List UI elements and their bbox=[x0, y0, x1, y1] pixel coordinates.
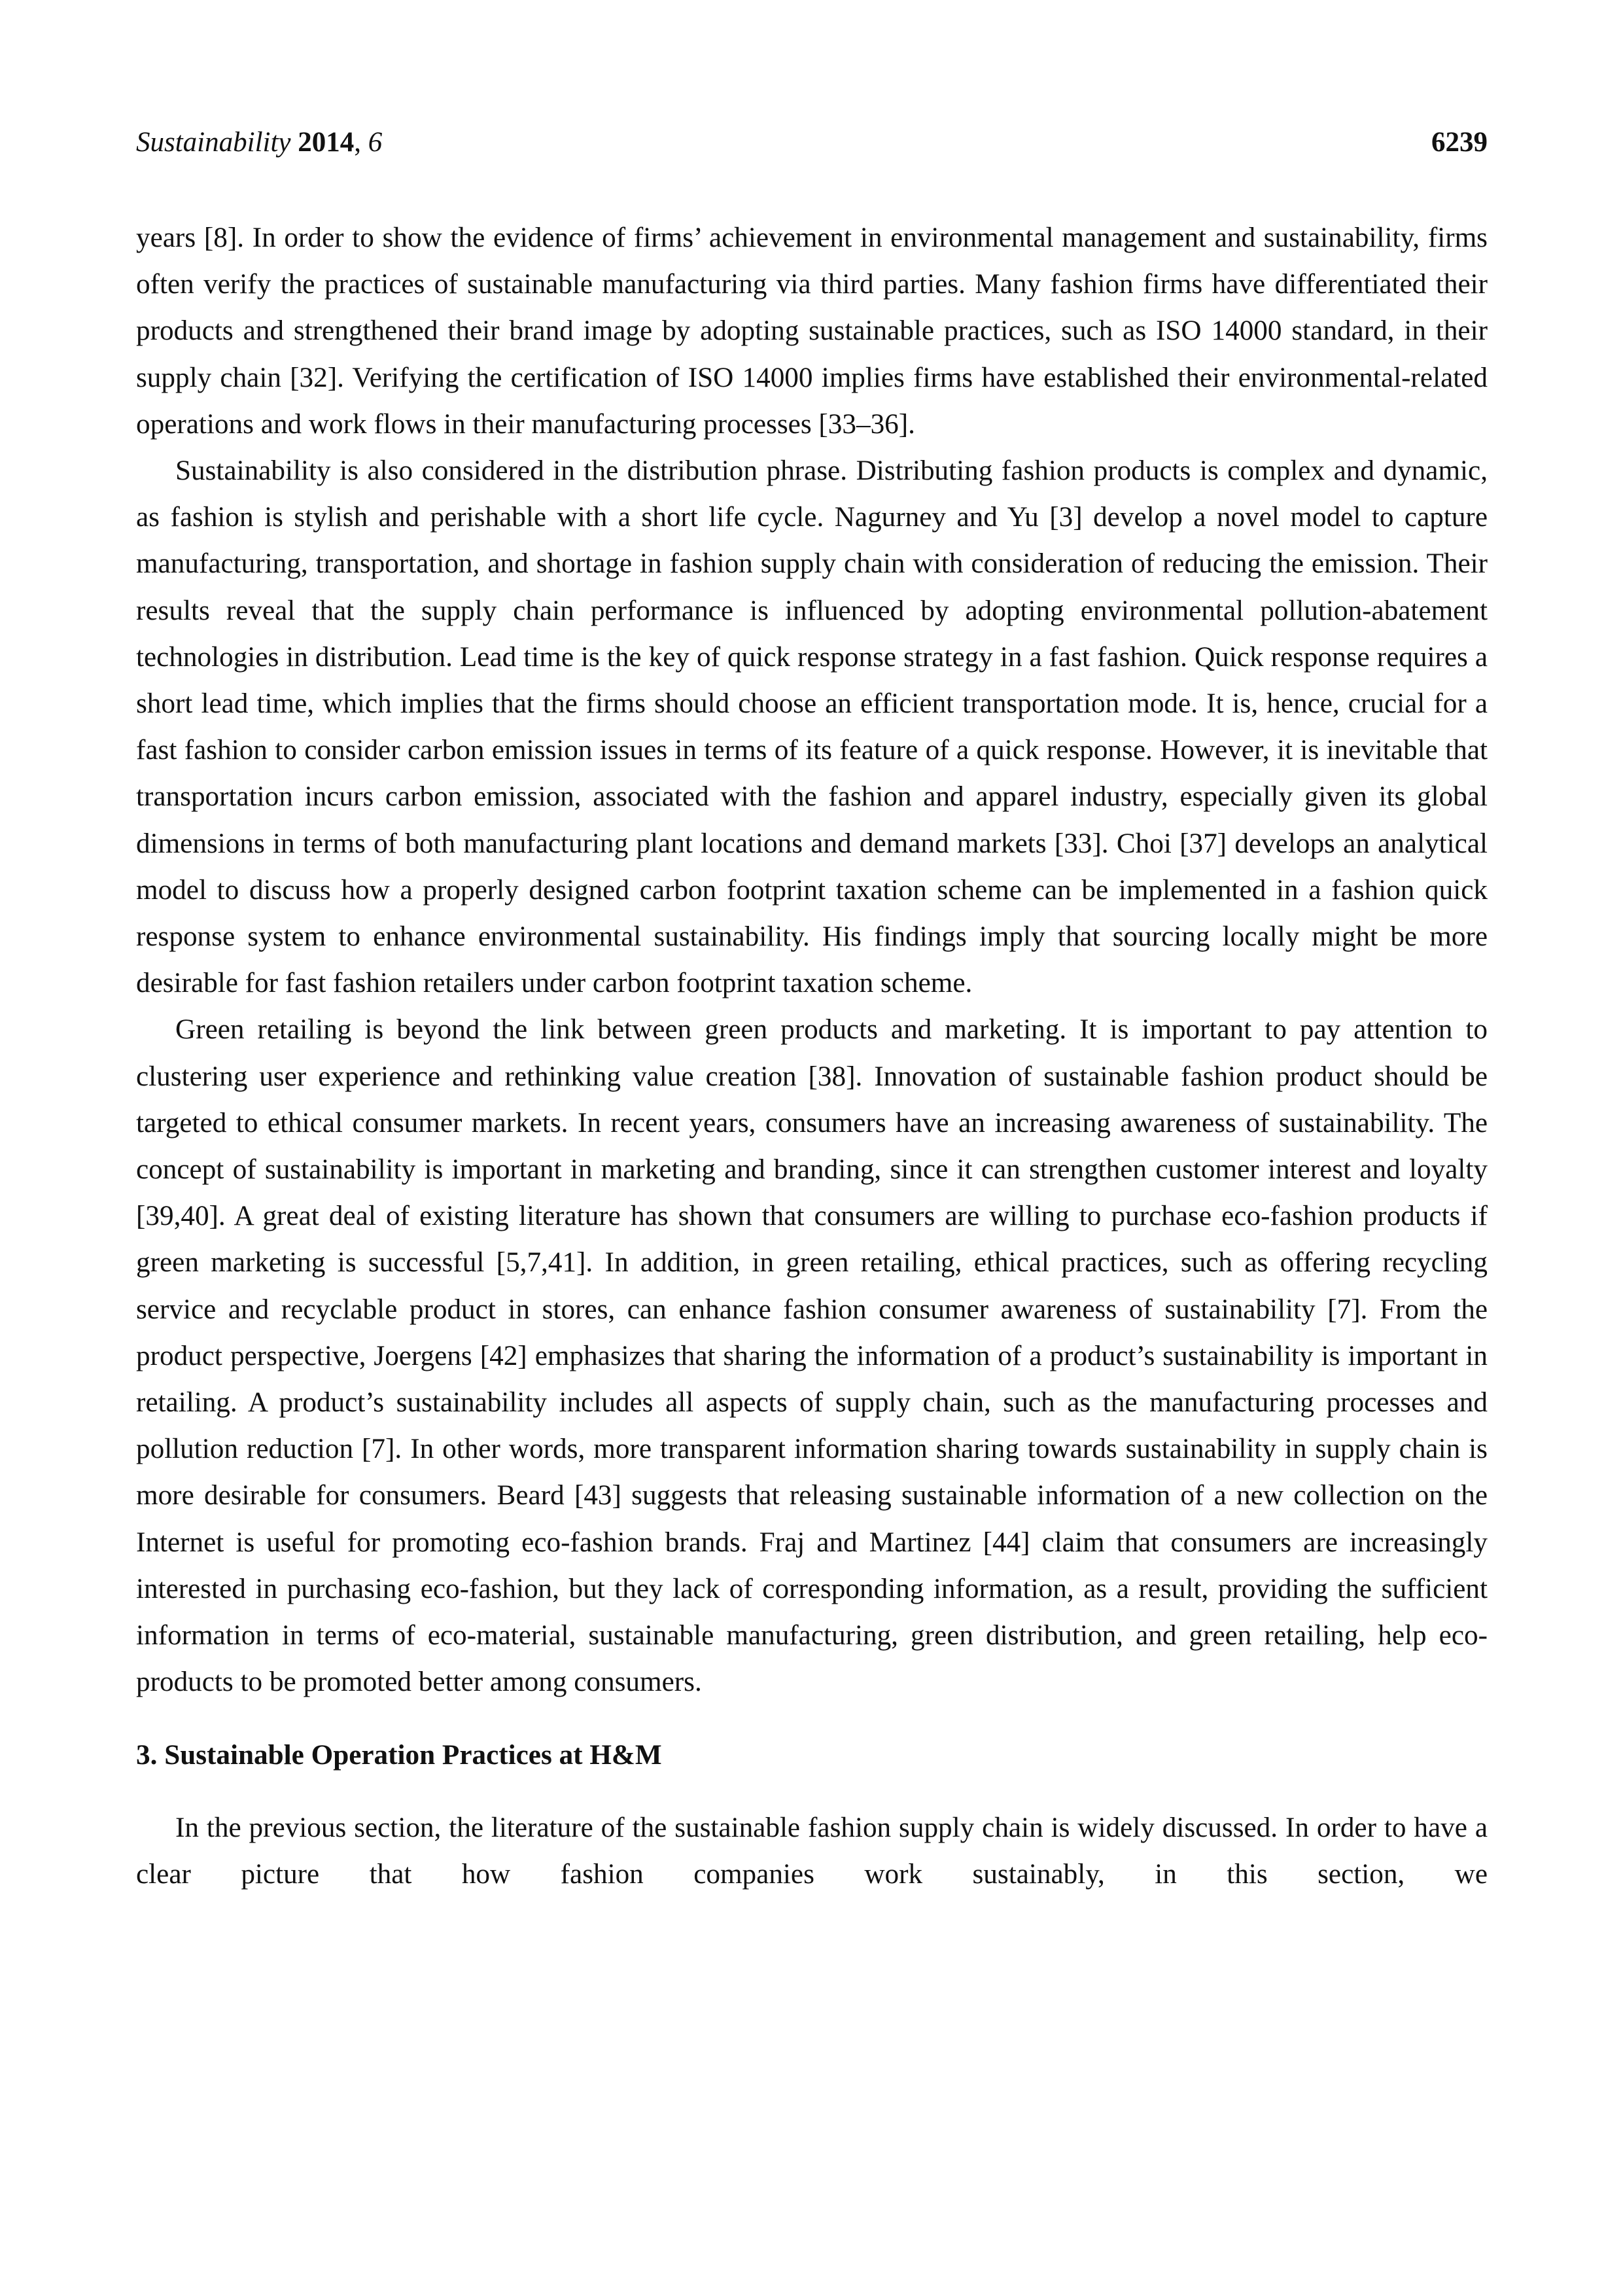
paragraph-continued: years [8]. In order to show the evidence of firms’ achievement in environmental management and sustainability, firms often verify the practices of sustainable manufacturing via third parties. Many fashion firms have differentiated their products and strengthened their brand image by adopting sustainable practices, such as ISO 14000 standard, in their supply chain [32]. Verifying the certification of ISO 14000 implies firms have established their environmental-related operations and work flows in their manufacturing processes [33–36]. bbox=[136, 222, 1488, 440]
page-number: 6239 bbox=[1431, 127, 1488, 158]
body-text bbox=[136, 215, 1488, 1898]
paragraph-distribution: Sustainability is also considered in the distribution phrase. Distributing fashion products is complex and dynamic, as fashion is stylish and perishable with a short life cycle. Nagurney and Yu [3] develop a novel model to capture manufacturing, transportation, and shortage in fashion supply chain with consideration of reducing the emission. Their results reveal that the supply chain performance is influenced by adopting environmental pollution-abatement technologies in distribution. Lead time is the key of quick response strategy in a fast fashion. Quick response requires a short lead time, which implies that the firms should choose an efficient transportation mode. It is, hence, crucial for a fast fashion to consider carbon emission issues in terms of its feature of a quick response. However, it is inevitable that transportation incurs carbon emission, associated with the fashion and apparel industry, especially given its global dimensions in terms of both manufacturing plant locations and demand markets [33]. Choi [37] develops an analytical model to discuss how a properly designed carbon footprint taxation scheme can be implemented in a fashion quick response system to enhance environmental sustainability. His findings imply that sourcing locally might be more desirable for fast fashion retailers under carbon footprint taxation scheme. bbox=[136, 455, 1488, 999]
journal-volume: 6 bbox=[368, 127, 383, 158]
journal-name: Sustainability bbox=[136, 127, 291, 158]
paragraph-section-intro: In the previous section, the literature of the sustainable fashion supply chain is widely discussed. In order to have a clear picture that how fashion companies work sustainably, in this section, we bbox=[136, 1812, 1488, 1890]
citation-separator: , bbox=[354, 127, 361, 158]
journal-year: 2014 bbox=[298, 127, 355, 158]
section-heading: 3. Sustainable Operation Practices at H&M bbox=[136, 1739, 662, 1771]
journal-citation bbox=[136, 123, 382, 162]
running-header bbox=[136, 123, 1488, 162]
paragraph-green-retailing: Green retailing is beyond the link between green products and marketing. It is important to pay attention to clustering user experience and rethinking value creation [38]. Innovation of sustainable fashion product should be targeted to ethical consumer markets. In recent years, consumers have an increasing awareness of sustainability. The concept of sustainability is important in marketing and branding, since it can strengthen customer interest and loyalty [39,40]. A great deal of existing literature has shown that consumers are willing to purchase eco-fashion products if green marketing is successful [5,7,41]. In addition, in green retailing, ethical practices, such as offering recycling service and recyclable product in stores, can enhance fashion consumer awareness of sustainability [7]. From the product perspective, Joergens [42] emphasizes that sharing the information of a product’s sustainability is important in retailing. A product’s sustainability includes all aspects of supply chain, such as the manufacturing processes and pollution reduction [7]. In other words, more transparent information sharing towards sustainability in supply chain is more desirable for consumers. Beard [43] suggests that releasing sustainable information of a new collection on the Internet is useful for promoting eco-fashion brands. Fraj and Martinez [44] claim that consumers are increasingly interested in purchasing eco-fashion, but they lack of corresponding information, as a result, providing the sufficient information in terms of eco-material, sustainable manufacturing, green distribution, and green retailing, help eco-products to be promoted better among consumers. bbox=[136, 1014, 1488, 1698]
